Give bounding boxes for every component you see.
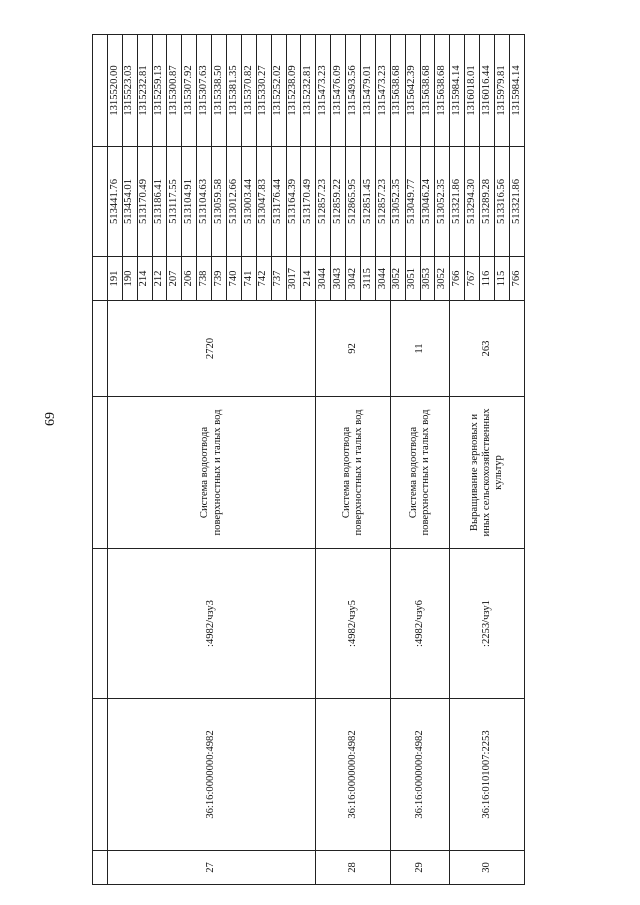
x-coordinate: 513117.55	[167, 147, 182, 257]
x-coordinate: 513454.01	[122, 147, 137, 257]
land-part-id: :4982/чзу6	[390, 549, 450, 699]
point-number: 3017	[286, 257, 301, 301]
point-number: 3052	[390, 257, 405, 301]
page-number: 69	[43, 412, 58, 426]
cadastral-number: 36:16:0000000:4982	[107, 699, 315, 851]
point-number: 766	[450, 257, 465, 301]
x-coordinate: 513104.63	[197, 147, 212, 257]
point-number: 741	[241, 257, 256, 301]
record-number: 28	[316, 851, 390, 885]
point-number: 767	[465, 257, 480, 301]
empty-cell	[93, 549, 108, 699]
y-coordinate: 1315493.56	[346, 35, 361, 147]
x-coordinate: 513170.49	[301, 147, 316, 257]
area-value: 263	[450, 301, 524, 397]
y-coordinate: 1315370.82	[241, 35, 256, 147]
y-coordinate: 1315638.68	[435, 35, 450, 147]
point-number: 737	[271, 257, 286, 301]
point-number: 191	[107, 257, 122, 301]
coordinates-table-body	[93, 35, 525, 885]
point-number: 739	[212, 257, 227, 301]
y-coordinate: 1316018.01	[465, 35, 480, 147]
point-number: 190	[122, 257, 137, 301]
coordinates-table	[92, 34, 525, 885]
point-number: 3044	[316, 257, 331, 301]
y-coordinate: 1315476.09	[331, 35, 346, 147]
x-coordinate: 513052.35	[435, 147, 450, 257]
y-coordinate: 1315979.81	[495, 35, 510, 147]
area-value: 92	[316, 301, 390, 397]
table-row	[450, 35, 465, 885]
point-number: 3053	[420, 257, 435, 301]
point-number: 740	[227, 257, 242, 301]
y-coordinate: 1315984.14	[509, 35, 524, 147]
y-coordinate: 1315232.81	[301, 35, 316, 147]
land-usage: Система водоотвода поверхностных и талых вод	[316, 397, 390, 549]
point-number: 3044	[375, 257, 390, 301]
table-row	[316, 35, 331, 885]
x-coordinate: 512865.95	[346, 147, 361, 257]
y-coordinate: 1315307.63	[197, 35, 212, 147]
y-coordinate: 1315252.02	[271, 35, 286, 147]
land-part-id: :4982/чзу5	[316, 549, 390, 699]
y-coordinate: 1315473.23	[316, 35, 331, 147]
cadastral-number: 36:16:0000000:4982	[390, 699, 450, 851]
y-coordinate: 1315300.87	[167, 35, 182, 147]
x-coordinate: 513186.41	[152, 147, 167, 257]
empty-cell	[93, 147, 108, 257]
empty-cell	[93, 851, 108, 885]
point-number: 207	[167, 257, 182, 301]
continuation-row	[93, 35, 108, 885]
empty-cell	[93, 35, 108, 147]
x-coordinate: 513170.49	[137, 147, 152, 257]
x-coordinate: 513104.91	[182, 147, 197, 257]
x-coordinate: 513047.83	[256, 147, 271, 257]
point-number: 738	[197, 257, 212, 301]
point-number: 3052	[435, 257, 450, 301]
empty-cell	[93, 257, 108, 301]
x-coordinate: 513059.58	[212, 147, 227, 257]
x-coordinate: 513441.76	[107, 147, 122, 257]
x-coordinate: 513294.30	[465, 147, 480, 257]
y-coordinate: 1315638.68	[390, 35, 405, 147]
x-coordinate: 513316.56	[495, 147, 510, 257]
y-coordinate: 1315520.00	[107, 35, 122, 147]
y-coordinate: 1315473.23	[375, 35, 390, 147]
point-number: 214	[137, 257, 152, 301]
x-coordinate: 513052.35	[390, 147, 405, 257]
y-coordinate: 1315259.13	[152, 35, 167, 147]
point-number: 766	[509, 257, 524, 301]
point-number: 3043	[331, 257, 346, 301]
table-row	[107, 35, 122, 885]
record-number: 29	[390, 851, 450, 885]
point-number: 206	[182, 257, 197, 301]
x-coordinate: 512857.23	[316, 147, 331, 257]
x-coordinate: 513012.66	[227, 147, 242, 257]
cadastral-number: 36:16:0000000:4982	[316, 699, 390, 851]
point-number: 214	[301, 257, 316, 301]
empty-cell	[93, 397, 108, 549]
point-number: 3051	[405, 257, 420, 301]
x-coordinate: 513176.44	[271, 147, 286, 257]
area-value: 2720	[107, 301, 315, 397]
table-row	[390, 35, 405, 885]
x-coordinate: 512857.23	[375, 147, 390, 257]
y-coordinate: 1315479.01	[361, 35, 376, 147]
y-coordinate: 1315232.81	[137, 35, 152, 147]
land-usage: Система водоотвода поверхностных и талых вод	[390, 397, 450, 549]
x-coordinate: 513321.86	[509, 147, 524, 257]
point-number: 3042	[346, 257, 361, 301]
record-number: 27	[107, 851, 315, 885]
empty-cell	[93, 301, 108, 397]
land-usage: Система водоотвода поверхностных и талых вод	[107, 397, 315, 549]
point-number: 3115	[361, 257, 376, 301]
x-coordinate: 513321.86	[450, 147, 465, 257]
y-coordinate: 1315238.09	[286, 35, 301, 147]
point-number: 742	[256, 257, 271, 301]
record-number: 30	[450, 851, 524, 885]
x-coordinate: 513164.39	[286, 147, 301, 257]
y-coordinate: 1315338.50	[212, 35, 227, 147]
point-number: 115	[495, 257, 510, 301]
rotated-page-content	[92, 35, 572, 885]
land-part-id: :2253/чзу1	[450, 549, 524, 699]
area-value: 11	[390, 301, 450, 397]
y-coordinate: 1315523.03	[122, 35, 137, 147]
empty-cell	[93, 699, 108, 851]
x-coordinate: 513046.24	[420, 147, 435, 257]
y-coordinate: 1315642.39	[405, 35, 420, 147]
x-coordinate: 512851.45	[361, 147, 376, 257]
land-part-id: :4982/чзу3	[107, 549, 315, 699]
land-usage: Выращивание зерновых и иных сельскохозяйственных культур	[450, 397, 524, 549]
y-coordinate: 1316016.44	[480, 35, 495, 147]
point-number: 116	[480, 257, 495, 301]
x-coordinate: 513003.44	[241, 147, 256, 257]
y-coordinate: 1315330.27	[256, 35, 271, 147]
x-coordinate: 513289.28	[480, 147, 495, 257]
x-coordinate: 512859.22	[331, 147, 346, 257]
y-coordinate: 1315307.92	[182, 35, 197, 147]
point-number: 212	[152, 257, 167, 301]
y-coordinate: 1315984.14	[450, 35, 465, 147]
y-coordinate: 1315381.35	[227, 35, 242, 147]
y-coordinate: 1315638.68	[420, 35, 435, 147]
cadastral-number: 36:16:0101007:2253	[450, 699, 524, 851]
x-coordinate: 513049.77	[405, 147, 420, 257]
